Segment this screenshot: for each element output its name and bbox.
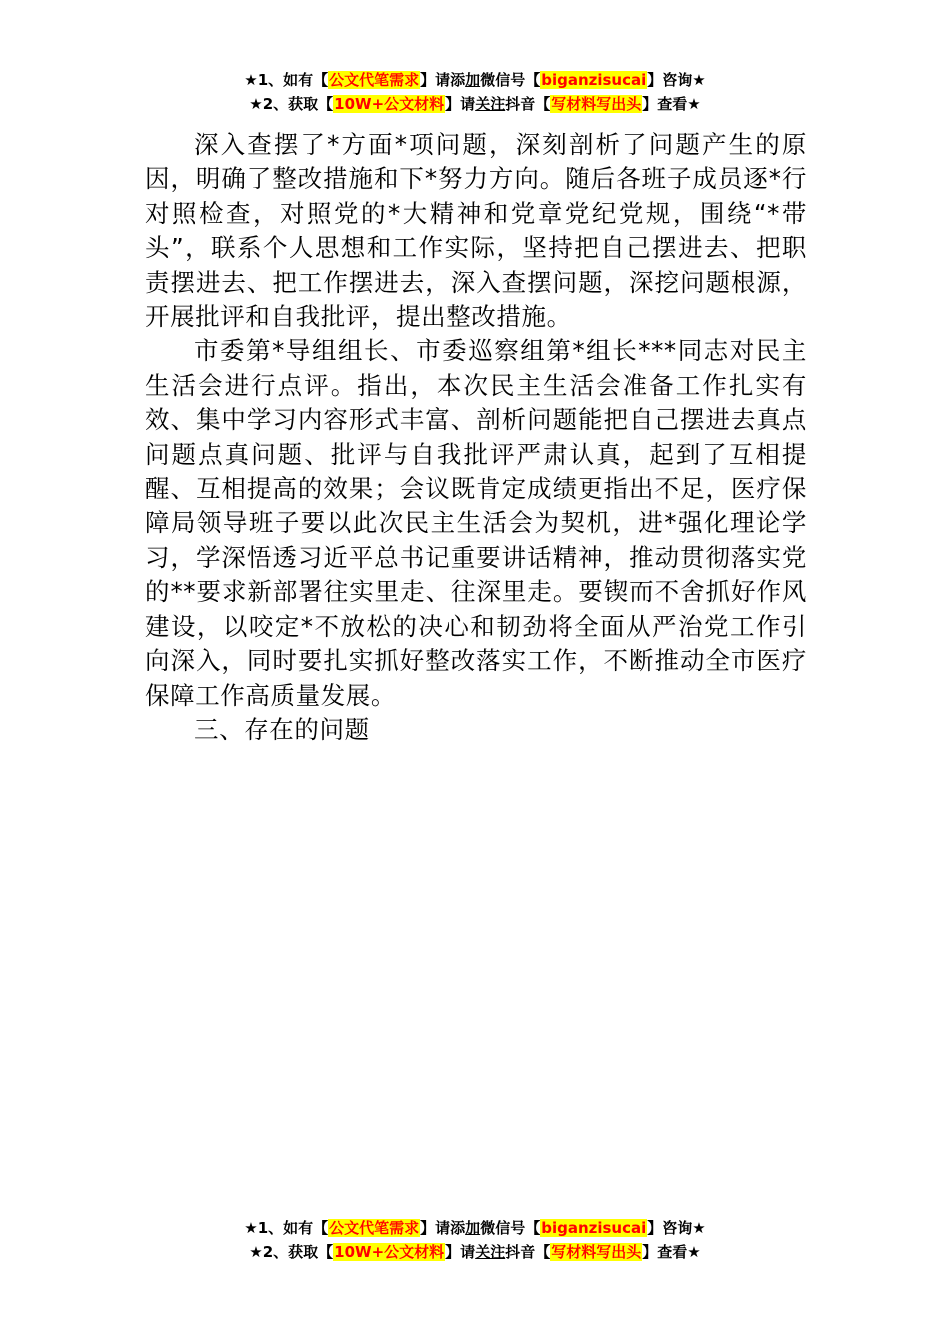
highlight-text: 10W+公文材料 bbox=[334, 95, 445, 113]
douyin-highlight: 写材料写出头 bbox=[551, 95, 642, 113]
star-icon: ★ bbox=[692, 1219, 706, 1237]
banner-text: 2、获取【 bbox=[262, 1243, 334, 1261]
underlined-text: 关注 bbox=[475, 1243, 506, 1261]
banner-text: 1、如有【 bbox=[257, 71, 329, 89]
underlined-text: 加 bbox=[465, 71, 481, 89]
banner-line-2 bbox=[0, 92, 950, 116]
banner-text: 】咨询 bbox=[647, 1219, 693, 1237]
star-icon: ★ bbox=[244, 1219, 258, 1237]
star-icon: ★ bbox=[249, 95, 263, 113]
header-banner bbox=[0, 68, 950, 116]
highlight-text: 公文代笔需求 bbox=[329, 71, 420, 89]
footer-banner bbox=[0, 1216, 950, 1264]
banner-text: 抖音【 bbox=[505, 95, 551, 113]
banner-text: 抖音【 bbox=[505, 1243, 551, 1261]
star-icon: ★ bbox=[244, 71, 258, 89]
banner-line-2 bbox=[0, 1240, 950, 1264]
highlight-text: 公文代笔需求 bbox=[329, 1219, 420, 1237]
wechat-id-highlight: biganzisucai bbox=[541, 1219, 647, 1237]
wechat-id-highlight: biganzisucai bbox=[541, 71, 647, 89]
banner-line-1 bbox=[0, 1216, 950, 1240]
banner-text: 】查看 bbox=[642, 1243, 688, 1261]
banner-text: 】请添 bbox=[420, 71, 466, 89]
star-icon: ★ bbox=[692, 71, 706, 89]
section-heading: 三、存在的问题 bbox=[194, 714, 370, 744]
highlight-text: 10W+公文材料 bbox=[334, 1243, 445, 1261]
paragraph: 深入查摆了*方面*项问题，深刻剖析了问题产生的原因，明确了整改措施和下*努力方向。随后各班子成员逐*行对照检查，对照党的*大精神和党章党纪党规，围绕“*带头”，联系个人思想和工作实际，坚持把自己摆进去、把职责摆进去、把工作摆进去，深入查摆问题，深挖问题根源，开展批评和自我批评，提出整改措施。 bbox=[145, 130, 807, 332]
star-icon: ★ bbox=[249, 1243, 263, 1261]
paragraph: 市委第*导组组长、市委巡察组第*组长***同志对民主生活会进行点评。指出，本次民主生活会准备工作扎实有效、集中学习内容形式丰富、剖析问题能把自己摆进去真点问题点真问题、批评与自我批评严肃认真，起到了互相提醒、互相提高的效果；会议既肯定成绩更指出不足，医疗保障局领导班子要以此次民主生活会为契机，进*强化理论学习，学深悟透习近平总书记重要讲话精神，推动贯彻落实党的**要求新部署往实里走、往深里走。要锲而不舍抓好作风建设，以咬定*不放松的决心和韧劲将全面从严治党工作引向深入，同时要扎实抓好整改落实工作，不断推动全市医疗保障工作高质量发展。 bbox=[145, 336, 807, 710]
document-body bbox=[145, 128, 807, 747]
underlined-text: 加 bbox=[465, 1219, 481, 1237]
banner-text: 】请 bbox=[445, 1243, 476, 1261]
underlined-text: 关注 bbox=[475, 95, 506, 113]
banner-text: 微信号【 bbox=[480, 71, 541, 89]
star-icon: ★ bbox=[687, 95, 701, 113]
banner-text: 微信号【 bbox=[480, 1219, 541, 1237]
banner-text: 1、如有【 bbox=[257, 1219, 329, 1237]
douyin-highlight: 写材料写出头 bbox=[551, 1243, 642, 1261]
banner-line-1 bbox=[0, 68, 950, 92]
banner-text: 】查看 bbox=[642, 95, 688, 113]
banner-text: 】请添 bbox=[420, 1219, 466, 1237]
star-icon: ★ bbox=[687, 1243, 701, 1261]
banner-text: 】咨询 bbox=[647, 71, 693, 89]
banner-text: 2、获取【 bbox=[262, 95, 334, 113]
banner-text: 】请 bbox=[445, 95, 476, 113]
